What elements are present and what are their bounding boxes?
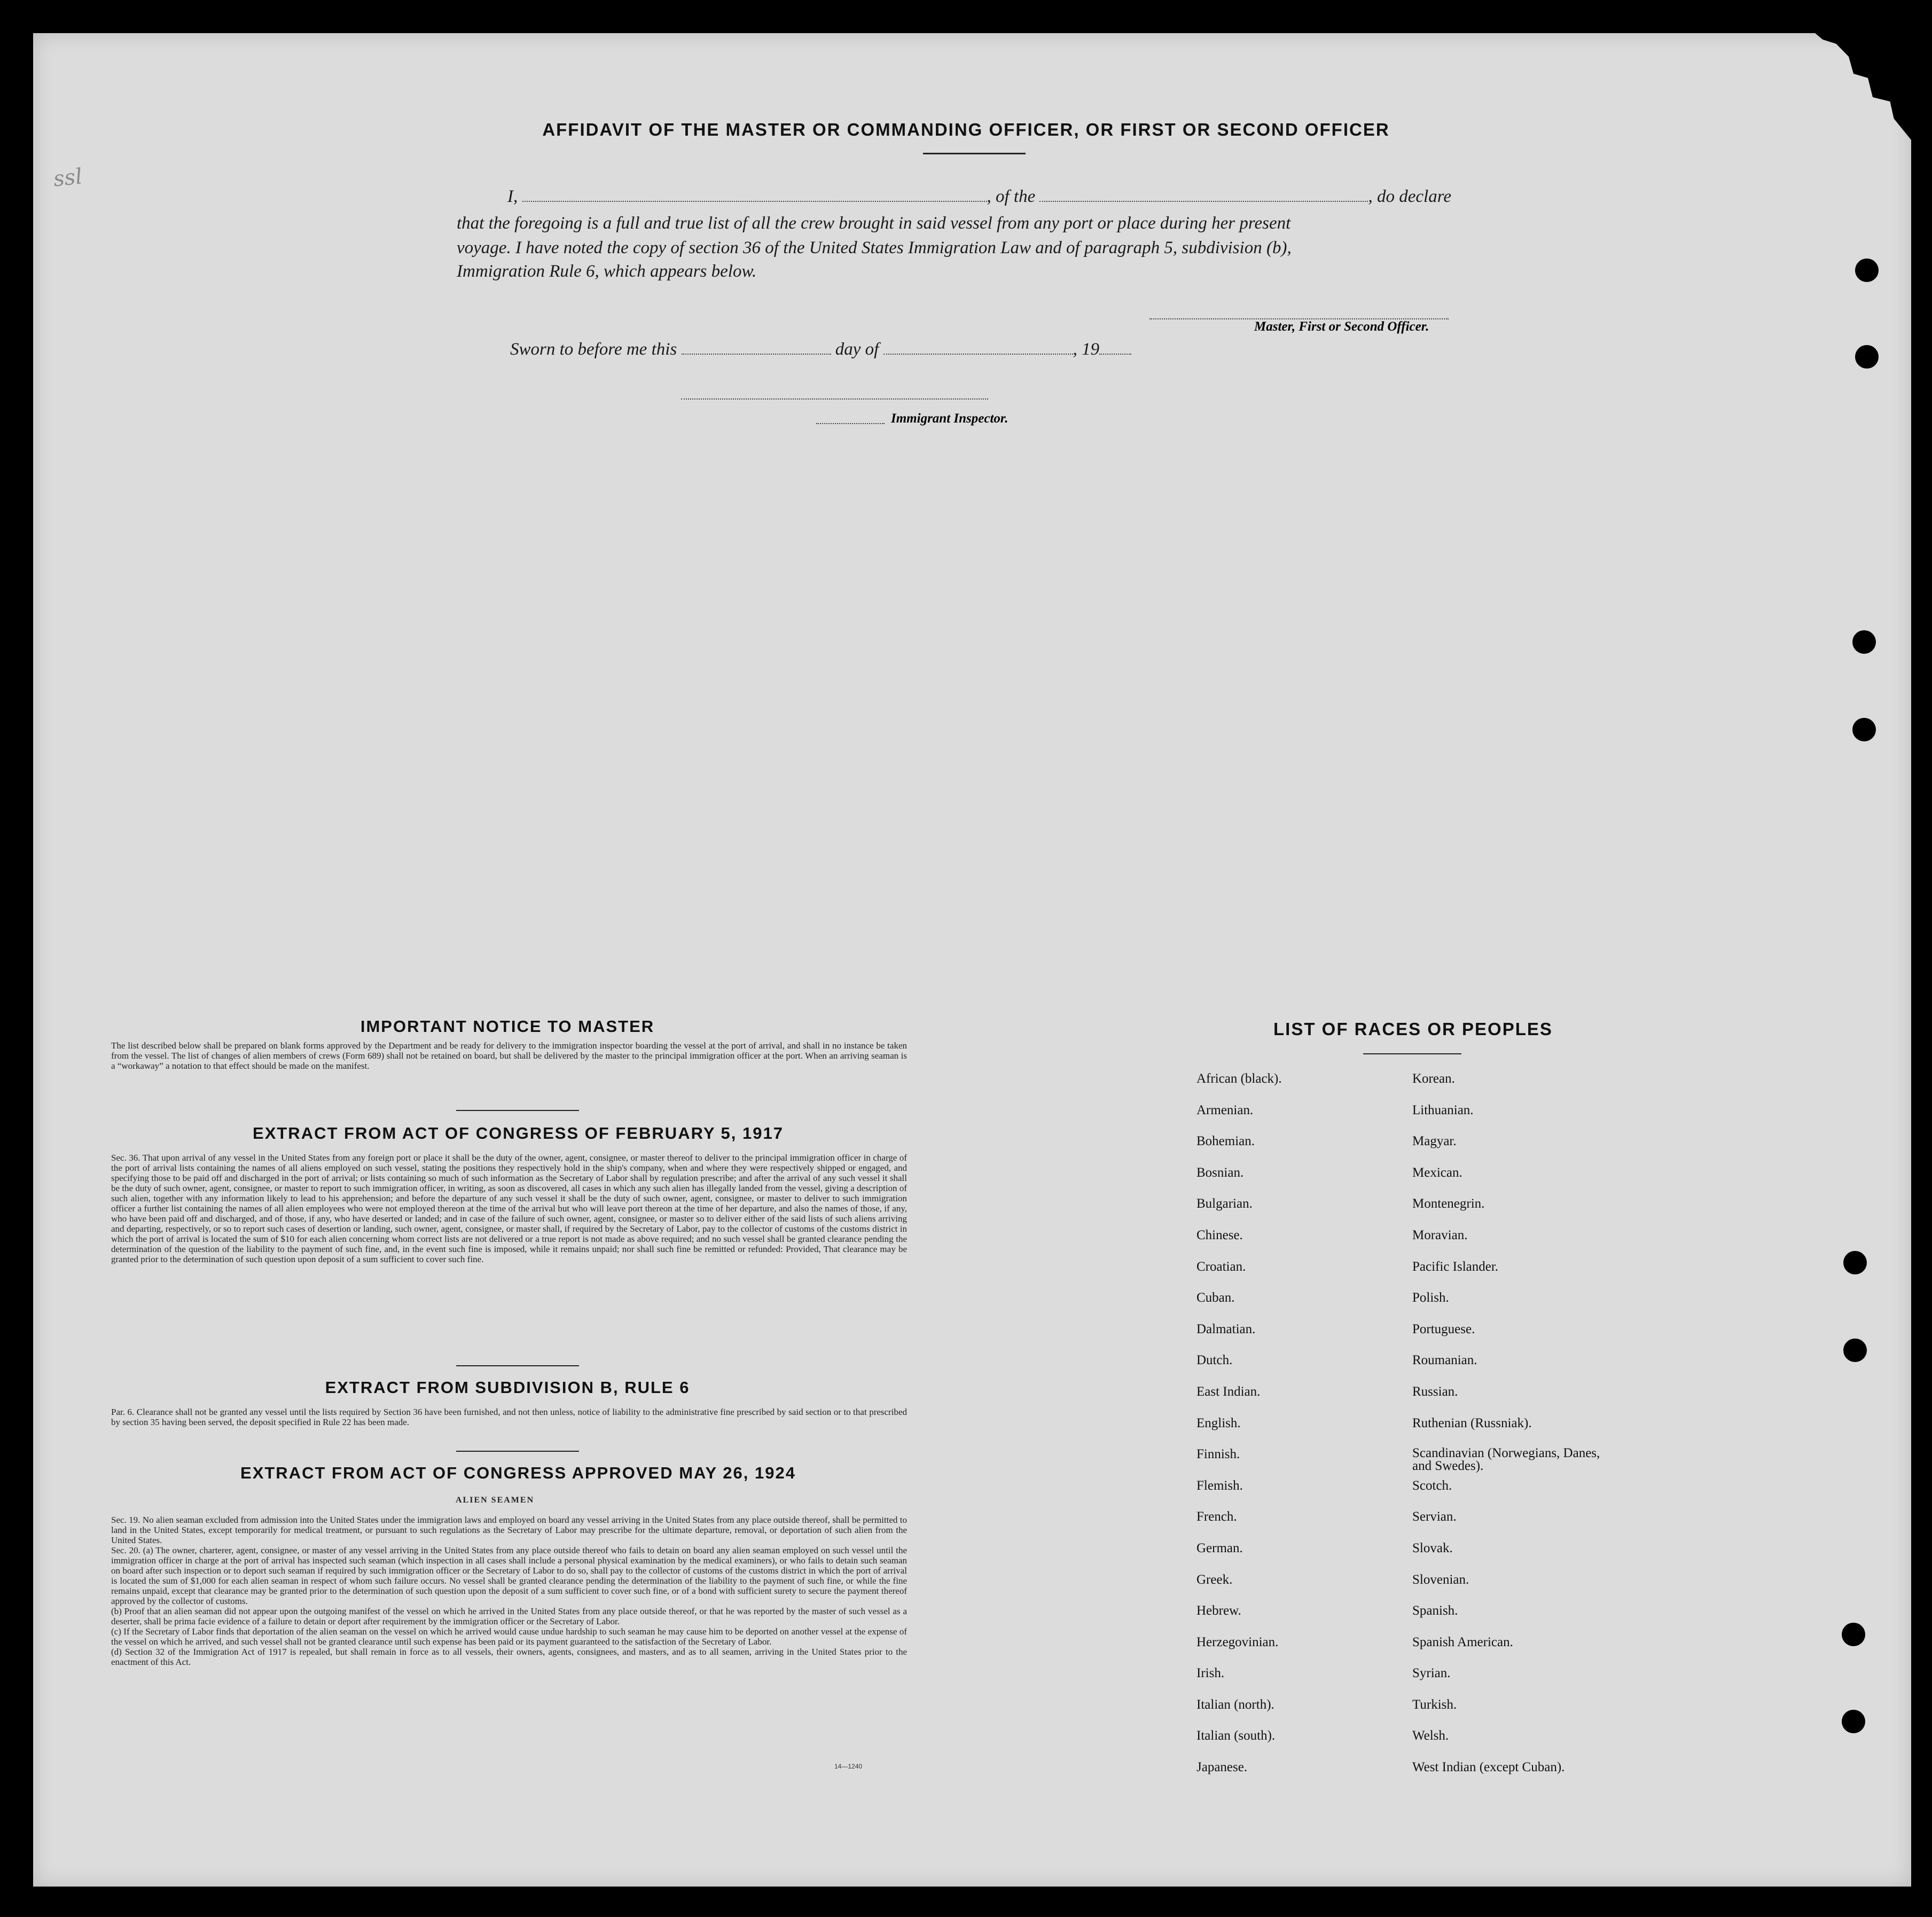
notice-body: The list described below shall be prepared on blank forms approved by the Department and be ready for delivery to the immigration inspector boarding the vessel at the port of arrival, and shall in no instance be taken from the vessel. The list of changes of alien members of crews (Form 689) shall not be retained on board, but shall be delivered by the master to the principal immigration officer at the port. When an arriving seaman is a “workaway” a notation to that effect should be made on the manifest. xyxy=(111,1040,907,1071)
race-item: Cuban. xyxy=(1196,1290,1235,1305)
sworn-year-field[interactable] xyxy=(1099,348,1131,355)
race-item: Bosnian. xyxy=(1196,1165,1244,1180)
extract-1917-body: Sec. 36. That upon arrival of any vessel in the United States from any foreign port or place it shall be the duty of the owner, agent, consignee, or master thereof to deliver to the principal immigration officer in charge of the port of arrival lists containing the names of all aliens employed on such vessel, stating the positions they respectively hold in the ship's company, when and where they were respectively shipped or engaged, and specifying those to be paid off and discharged in the port of arrival; or lists containing so much of such information as the Secretary of Labor shall by regulation prescribe; and after the arrival of any such vessel it shall be the duty of such owner, agent, consignee, or master to report to such immigration officer, in writing, as soon as discovered, all cases in which any such alien has illegally landed from the vessel, giving a description of such alien, together with any information likely to lead to his apprehension; and before the departure of any such vessel it shall be the duty of such owner, agent, consignee, or master to deliver to such immigration officer a further list containing the names of all alien employees who were not employed thereon at the time of the arrival but who will leave port thereon at the time of her departure, and also the names of those, if any, who have been paid off and discharged, and of those, if any, who have deserted or landed; and in case of the failure of such owner, agent, consignee, or master so to deliver either of the said lists of such aliens arriving and departing, respectively, or so to report such cases of desertion or landing, such owner, agent, consignee, or master shall, if required by the Secretary of Labor, pay to the collector of customs of the customs district in which the port of arrival is located the sum of $10 for each alien concerning whom correct lists are not delivered or a true report is not made as above required; and no such vessel shall be granted clearance pending the determination of the question of the liability to the payment of such fine, and, in the event such fine is imposed, while it remains unpaid; nor shall such fine be remitted or refunded: Provided, That clearance may be granted prior to the determination of such question upon deposit of a sum sufficient to cover such fine. xyxy=(111,1153,907,1264)
race-item: Italian (north). xyxy=(1196,1697,1274,1712)
race-item: Roumanian. xyxy=(1412,1353,1477,1368)
of-the-label: , of the xyxy=(987,187,1036,206)
race-item: Syrian. xyxy=(1412,1666,1451,1681)
race-item: West Indian (except Cuban). xyxy=(1412,1760,1565,1775)
race-item: Turkish. xyxy=(1412,1697,1457,1712)
race-item: Magyar. xyxy=(1412,1134,1457,1149)
race-item: Spanish American. xyxy=(1412,1634,1513,1649)
day-of-label: day of xyxy=(835,340,879,359)
race-item: Polish. xyxy=(1412,1290,1449,1305)
race-item: Ruthenian (Russniak). xyxy=(1412,1415,1532,1430)
punch-hole xyxy=(1843,1251,1867,1274)
race-item: Slovak. xyxy=(1412,1540,1453,1555)
races-title: LIST OF RACES OR PEOPLES xyxy=(1273,1019,1553,1039)
declaration-line-4: Immigration Rule 6, which appears below. xyxy=(457,262,757,281)
vessel-name-field[interactable] xyxy=(1039,195,1368,202)
race-item: French. xyxy=(1196,1509,1237,1524)
race-item: Hebrew. xyxy=(1196,1603,1241,1618)
inspector-signature-label: Immigrant Inspector. xyxy=(891,411,1008,426)
punch-hole xyxy=(1842,1623,1865,1646)
year-prefix-label: , 19 xyxy=(1073,340,1100,359)
race-item: Flemish. xyxy=(1196,1478,1243,1493)
master-signature-label: Master, First or Second Officer. xyxy=(1254,319,1429,334)
extract-rule6-title: EXTRACT FROM SUBDIVISION B, RULE 6 xyxy=(325,1378,690,1397)
race-item: English. xyxy=(1196,1415,1241,1430)
title-divider xyxy=(923,153,1026,154)
race-item: Moravian. xyxy=(1412,1227,1468,1242)
extract-1924-body: Sec. 19. No alien seaman excluded from admission into the United States under the immigration laws and employed on board any vessel arriving in the United States from any place outside thereof, shall be permitted to land in the United States, except temporarily for medical treatment, or pursuant to such regulations as the Secretary of Labor may prescribe for the ultimate departure, removal, or deportation of such alien from the United States. Sec. 20. (a) The owner, charterer, agent, consignee, or master of any vessel arriving in the United States from any place outside thereof who fails to detain on board any alien seaman employed on such vessel until the immigration officer in charge at the port of arrival has inspected such seaman (which inspection in all cases shall include a personal physical examination by the medical examiners), or who fails to detain such seaman on board after such inspection or to deport such seaman if required by such immigration officer or the Secretary of Labor to do so, shall pay to the collector of customs of the customs district in which the port of arrival is located the sum of $1,000 for each alien seaman in respect of whom such failure occurs. No vessel shall be granted clearance pending the determination of the liability to the payment of such fine, or while the fine remains unpaid, except that clearance may be granted prior to the determination of such question upon the deposit of a sum sufficient to cover such fine, or of a bond with sufficient surety to secure the payment thereof approved by the collector of customs. (b) Proof that an alien seaman did not appear upon the outgoing manifest of the vessel on which he arrived in the United States from any place outside thereof, or that he was reported by the master of such vessel as a deserter, shall be prima facie evidence of a failure to detain or deport after requirement by the immigration officer or the Secretary of Labor. (c) If the Secretary of Labor finds that deportation of the alien seaman on the vessel on which he arrived would cause undue hardship to such seaman he may cause him to be deported on another vessel at the expense of the vessel on which he arrived, and such vessel shall not be granted clearance until such expense has been paid or its payment guaranteed to the satisfaction of the Secretary of Labor. (d) Section 32 of the Immigration Act of 1917 is repealed, but shall remain in force as to all vessels, their owners, agents, consignees, and masters, and as to all seamen, arriving in the United States prior to the enactment of this Act. xyxy=(111,1515,907,1667)
punch-hole xyxy=(1855,345,1879,369)
race-item: Mexican. xyxy=(1412,1165,1462,1180)
form-number: 14—1240 xyxy=(834,1763,863,1770)
declaration-line-1 xyxy=(507,187,1451,207)
race-item: German. xyxy=(1196,1540,1243,1555)
extract-1917-title: EXTRACT FROM ACT OF CONGRESS OF FEBRUARY 5, 1917 xyxy=(253,1124,784,1143)
race-item: Pacific Islander. xyxy=(1412,1259,1499,1274)
master-signature-field[interactable] xyxy=(1149,313,1449,319)
declaration-line-3: voyage. I have noted the copy of section 36 of the United States Immigration Law and of paragraph 5, subdivision (b), xyxy=(457,238,1292,257)
inspector-signature-field[interactable] xyxy=(681,393,988,400)
race-item: Herzegovinian. xyxy=(1196,1634,1279,1649)
race-item: Korean. xyxy=(1412,1071,1455,1086)
races-divider xyxy=(1363,1053,1461,1054)
race-item: Greek. xyxy=(1196,1572,1233,1587)
race-item: Slovenian. xyxy=(1412,1572,1469,1587)
race-item: Japanese. xyxy=(1196,1760,1248,1775)
punch-hole xyxy=(1842,1710,1865,1733)
race-item: Bulgarian. xyxy=(1196,1196,1253,1211)
race-item: Italian (south). xyxy=(1196,1728,1276,1743)
race-item: Dalmatian. xyxy=(1196,1321,1256,1336)
affidavit-title: AFFIDAVIT OF THE MASTER OR COMMANDING OFFICER, OR FIRST OR SECOND OFFICER xyxy=(542,120,1390,139)
race-item: Chinese. xyxy=(1196,1227,1243,1242)
punch-hole xyxy=(1852,718,1876,741)
sworn-day-field[interactable] xyxy=(682,348,831,355)
declarant-name-field[interactable] xyxy=(522,195,987,202)
punch-hole xyxy=(1855,259,1879,282)
extract-rule6-body: Par. 6. Clearance shall not be granted any vessel until the lists required by Section 36 have been furnished, and not then unless, notice of liability to the administrative fine prescribed by said section or to that prescribed by section 35 having been served, the deposit specified in Rule 22 has been made. xyxy=(111,1407,907,1427)
race-item: Bohemian. xyxy=(1196,1134,1255,1149)
race-item: Dutch. xyxy=(1196,1353,1233,1368)
race-item: Portuguese. xyxy=(1412,1321,1475,1336)
section-divider xyxy=(456,1365,579,1366)
sworn-line xyxy=(510,340,1131,359)
race-item: Croatian. xyxy=(1196,1259,1246,1274)
declarant-prefix: I, xyxy=(507,187,518,206)
race-item: Montenegrin. xyxy=(1412,1196,1485,1211)
races-column-2 xyxy=(1412,1071,1605,1791)
race-item: East Indian. xyxy=(1196,1384,1261,1399)
race-item: Armenian. xyxy=(1196,1102,1254,1117)
do-declare-label: , do declare xyxy=(1368,187,1451,206)
races-column-1 xyxy=(1196,1071,1282,1791)
section-divider xyxy=(456,1451,579,1452)
race-item: Servian. xyxy=(1412,1509,1457,1524)
alien-seamen-subtitle: ALIEN SEAMEN xyxy=(456,1496,535,1505)
notice-title: IMPORTANT NOTICE TO MASTER xyxy=(360,1017,655,1036)
declaration-line-2: that the foregoing is a full and true list of all the crew brought in said vessel from any port or place during her present xyxy=(457,214,1291,233)
race-item: Spanish. xyxy=(1412,1603,1458,1618)
race-item: Welsh. xyxy=(1412,1728,1449,1743)
race-item: Scandinavian (Norwegians, Danes, and Swedes). xyxy=(1412,1446,1600,1474)
punch-hole xyxy=(1852,630,1876,654)
sworn-prefix: Sworn to before me this xyxy=(510,340,677,359)
punch-hole xyxy=(1843,1339,1867,1362)
race-item: African (black). xyxy=(1196,1071,1282,1086)
inspector-signature-field-short[interactable] xyxy=(816,418,885,424)
race-item: Irish. xyxy=(1196,1666,1225,1681)
extract-1924-title: EXTRACT FROM ACT OF CONGRESS APPROVED MAY 26, 1924 xyxy=(240,1464,796,1482)
race-item: Lithuanian. xyxy=(1412,1102,1474,1117)
race-item: Scotch. xyxy=(1412,1478,1452,1493)
margin-note: ssl xyxy=(52,164,84,192)
sworn-month-field[interactable] xyxy=(883,348,1073,355)
race-item: Finnish. xyxy=(1196,1447,1240,1462)
section-divider xyxy=(456,1110,579,1111)
race-item: Russian. xyxy=(1412,1384,1458,1399)
